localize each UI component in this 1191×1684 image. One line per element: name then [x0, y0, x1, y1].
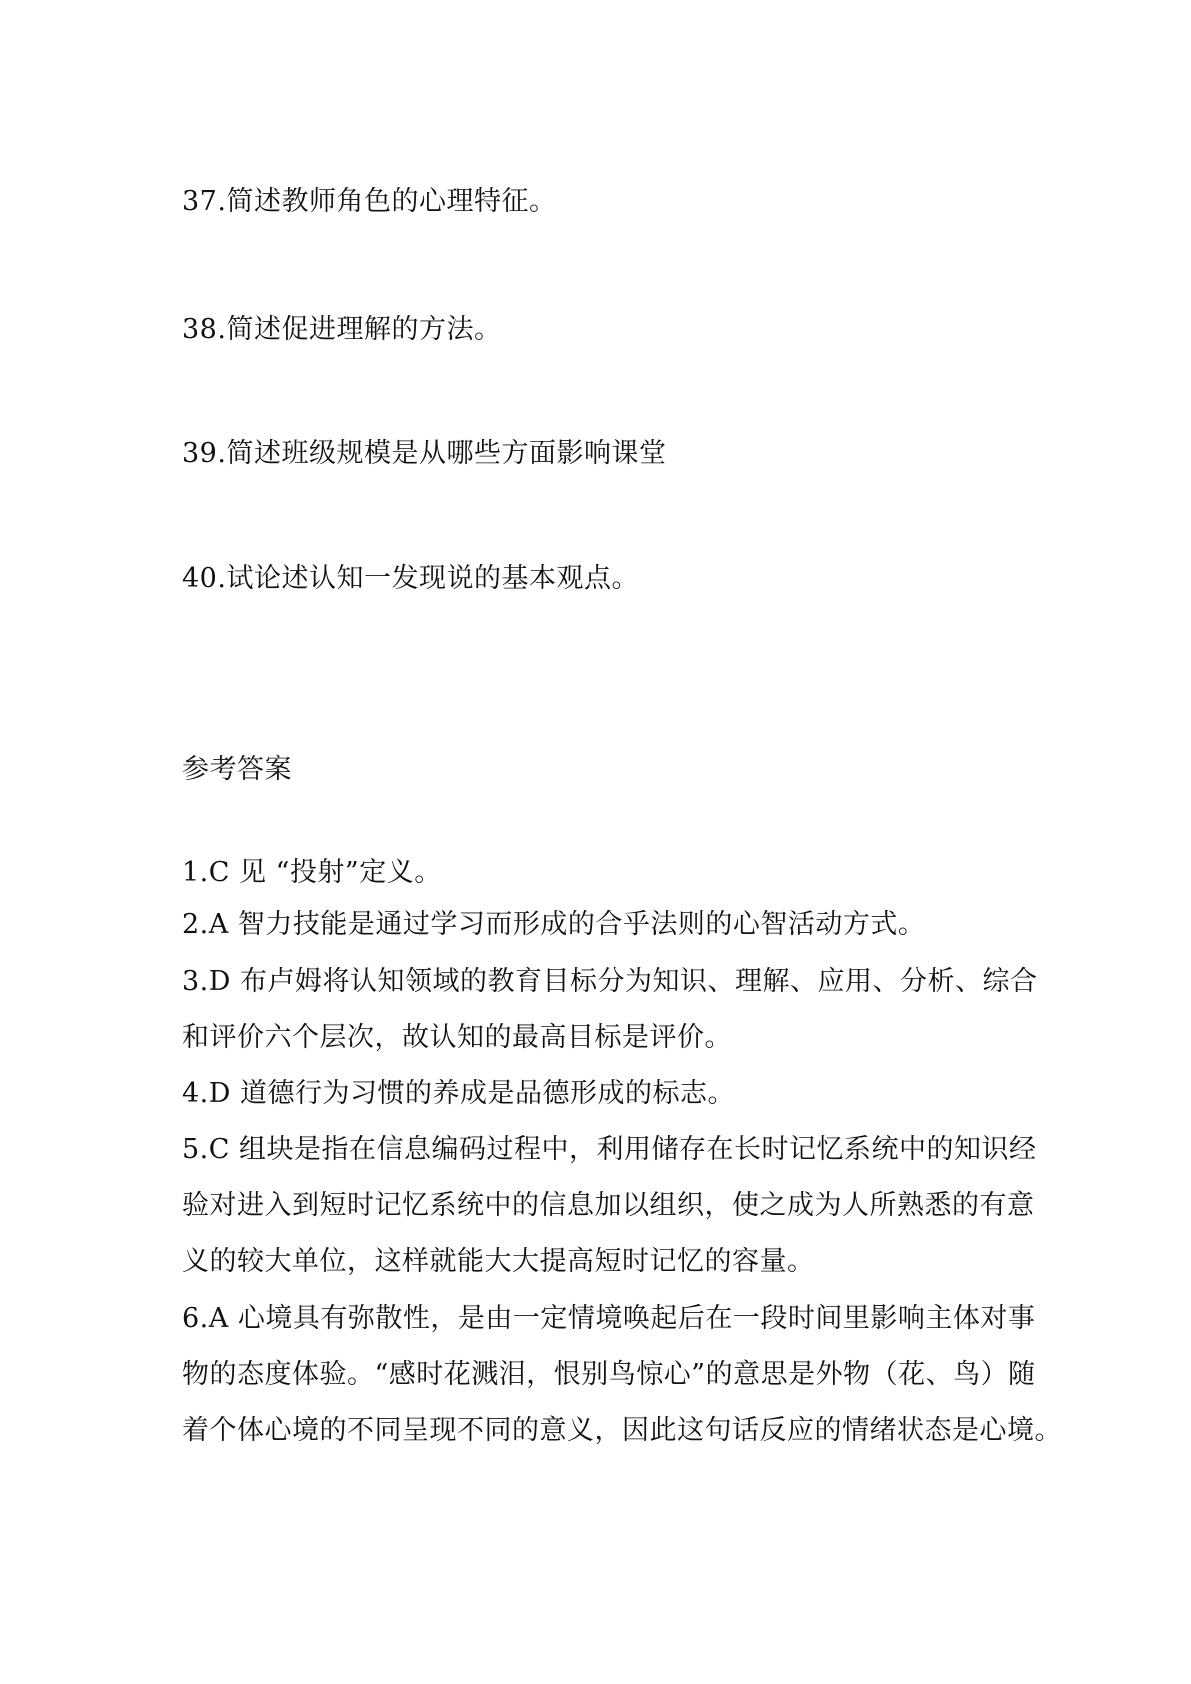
answer-line: 4.D 道德行为习惯的养成是品德形成的标志。 — [182, 1078, 735, 1109]
question-39: 39.简述班级规模是从哪些方面影响课堂 — [182, 438, 667, 469]
answer-line: 着个体心境的不同呈现不同的意义，因此这句话反应的情绪状态是心境。 — [182, 1415, 1062, 1446]
question-40: 40.试论述认知一发现说的基本观点。 — [182, 563, 639, 594]
question-37: 37.简述教师角色的心理特征。 — [182, 186, 557, 217]
answer-line: 2.A 智力技能是通过学习而形成的合乎法则的心智活动方式。 — [182, 909, 926, 940]
answer-line: 物的态度体验。“感时花溅泪，恨别鸟惊心”的意思是外物（花、鸟）随 — [182, 1359, 1036, 1390]
answer-line: 义的较大单位，这样就能大大提高短时记忆的容量。 — [182, 1246, 815, 1277]
answer-line: 3.D 布卢姆将认知领域的教育目标分为知识、理解、应用、分析、综合 — [182, 966, 1038, 997]
question-38: 38.简述促进理解的方法。 — [182, 314, 502, 345]
answer-line: 5.C 组块是指在信息编码过程中，利用储存在长时记忆系统中的知识经 — [182, 1134, 1037, 1165]
answer-line: 1.C 见 “投射”定义。 — [182, 857, 442, 888]
answer-line: 和评价六个层次，故认知的最高目标是评价。 — [182, 1022, 732, 1053]
answer-line: 验对进入到短时记忆系统中的信息加以组织，使之成为人所熟悉的有意 — [182, 1190, 1035, 1221]
answer-line: 6.A 心境具有弥散性，是由一定情境唤起后在一段时间里影响主体对事 — [182, 1303, 1036, 1334]
answers-heading: 参考答案 — [182, 754, 292, 785]
